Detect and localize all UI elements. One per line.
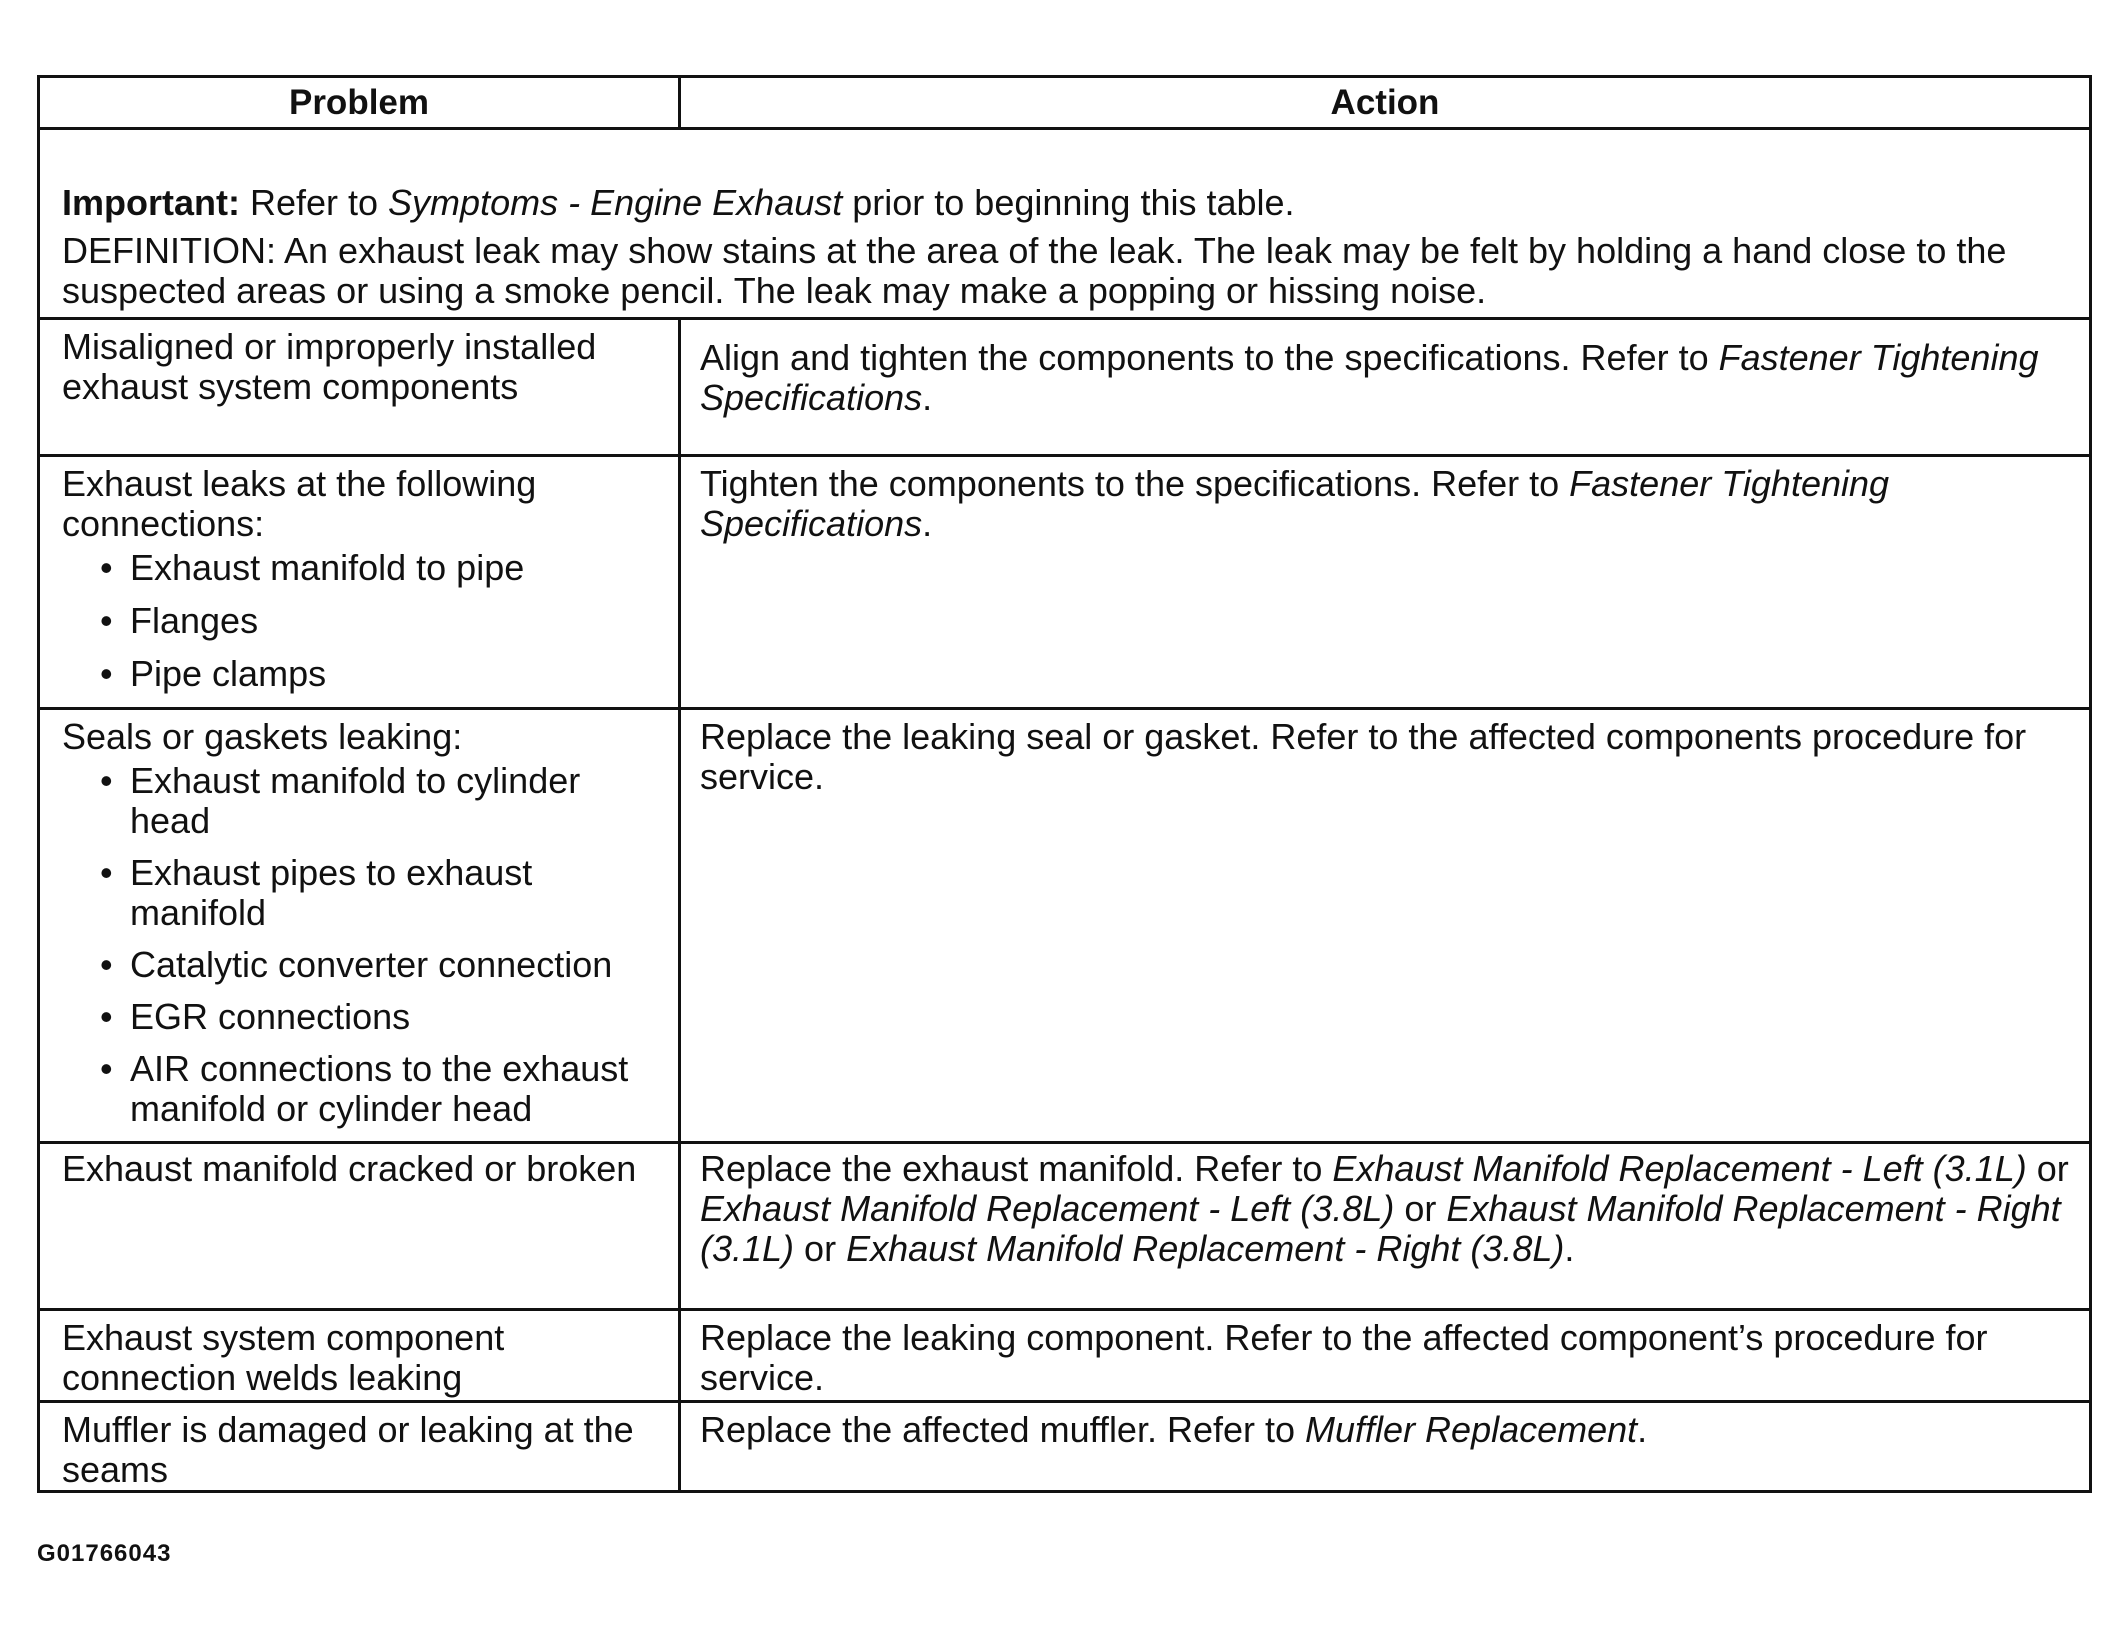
action-reference: Exhaust Manifold Replacement - Left (3.8L) [700, 1188, 1395, 1229]
action-reference: Muffler Replacement [1305, 1409, 1638, 1450]
important-note [62, 183, 2069, 223]
list-item: • Exhaust pipes to exhaust manifold [62, 853, 666, 933]
action-text: Replace the exhaust manifold. Refer to [700, 1148, 1333, 1189]
action-cell [680, 1310, 2091, 1402]
list-item: • Pipe clamps [62, 654, 666, 694]
action-column-header: Action [680, 77, 2091, 129]
action-connector: or [2026, 1148, 2069, 1189]
list-item: • Exhaust manifold to pipe [62, 548, 666, 588]
action-reference: Exhaust Manifold Replacement - Right (3.1L) [700, 1188, 2061, 1269]
problem-bullet-list [62, 548, 666, 694]
action-reference: Exhaust Manifold Replacement - Right (3.8L) [846, 1228, 1565, 1269]
action-cell [680, 1402, 2091, 1492]
table-row [39, 319, 2091, 456]
problem-cell [39, 456, 680, 709]
header-row [39, 77, 2091, 129]
problem-cell [39, 1143, 680, 1310]
table-row [39, 1402, 2091, 1492]
action-cell [680, 709, 2091, 1143]
table-row [39, 1310, 2091, 1402]
problem-text: Exhaust leaks at the following connections: [62, 463, 537, 544]
list-item: • Flanges [62, 601, 666, 641]
list-item: • EGR connections [62, 997, 666, 1037]
problem-text: Exhaust manifold cracked or broken [62, 1148, 637, 1189]
problem-cell [39, 709, 680, 1143]
table-row [39, 456, 2091, 709]
action-text-end: . [1637, 1409, 1648, 1450]
problem-column-header: Problem [39, 77, 680, 129]
action-text-end: . [922, 377, 933, 418]
problem-text: Seals or gaskets leaking: [62, 716, 463, 757]
problem-cell [39, 319, 680, 456]
diagnostic-table [37, 75, 2092, 1493]
action-reference: Exhaust Manifold Replacement - Left (3.1L) [1332, 1148, 2027, 1189]
notice-cell [39, 129, 2091, 319]
list-item: • AIR connections to the exhaust manifold or cylinder head [62, 1049, 666, 1129]
important-text-pre: Refer to [239, 182, 389, 223]
important-reference: Symptoms - Engine Exhaust [388, 182, 843, 223]
action-text: Replace the leaking seal or gasket. Refer to the affected components procedure for service. [700, 716, 2027, 797]
important-text-post: prior to beginning this table. [842, 182, 1295, 223]
table-row [39, 709, 2091, 1143]
problem-cell [39, 1310, 680, 1402]
action-connector: or [794, 1228, 847, 1269]
action-reference: Fastener Tightening Specifications [700, 337, 2039, 418]
notice-row [39, 129, 2091, 319]
figure-code: G01766043 [37, 1540, 172, 1567]
action-text: Tighten the components to the specifications. Refer to [700, 463, 1570, 504]
action-text: Replace the affected muffler. Refer to [700, 1409, 1306, 1450]
action-text-end: . [1564, 1228, 1575, 1269]
definition-note: DEFINITION: An exhaust leak may show stains at the area of the leak. The leak may be felt by holding a hand close to the suspected areas or using a smoke pencil. The leak may make a popping or hissing noise. [62, 230, 2007, 311]
problem-text: Exhaust system component connection welds leaking [62, 1317, 505, 1398]
action-connector: or [1394, 1188, 1447, 1229]
action-cell [680, 319, 2091, 456]
action-cell [680, 456, 2091, 709]
action-text: Align and tighten the components to the specifications. Refer to [700, 337, 1719, 378]
action-text-end: . [922, 503, 933, 544]
problem-bullet-list [62, 761, 666, 1129]
list-item: • Catalytic converter connection [62, 945, 666, 985]
problem-cell [39, 1402, 680, 1492]
action-reference: Fastener Tightening Specifications [700, 463, 1890, 544]
action-cell [680, 1143, 2091, 1310]
problem-text: Muffler is damaged or leaking at the seams [62, 1409, 634, 1490]
table-row [39, 1143, 2091, 1310]
important-label: Important: [62, 182, 240, 223]
list-item: • Exhaust manifold to cylinder head [62, 761, 666, 841]
problem-text: Misaligned or improperly installed exhaust system components [62, 326, 597, 407]
action-text: Replace the leaking component. Refer to the affected component’s procedure for service. [700, 1317, 1988, 1398]
